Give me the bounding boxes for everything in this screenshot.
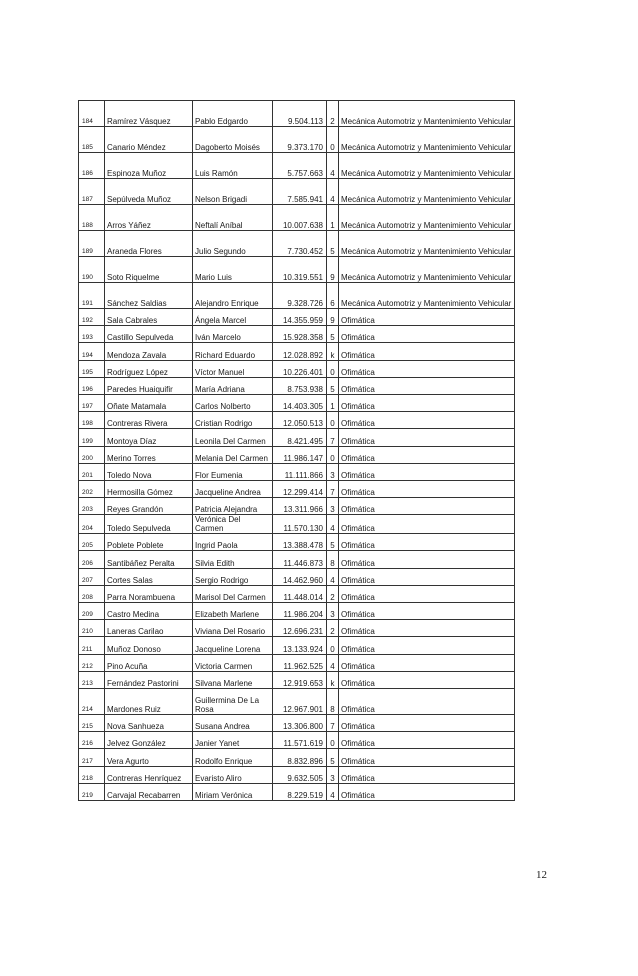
row-number: 192	[79, 309, 105, 326]
surname-cell: Paredes Huaiquifir	[105, 377, 193, 394]
course-cell: Mecánica Automotriz y Mantenimiento Vehicular	[339, 153, 515, 179]
given-name-cell: Patricia Alejandra	[193, 498, 273, 515]
row-number: 215	[79, 714, 105, 731]
rut-cell: 12.696.231	[273, 620, 327, 637]
row-number: 201	[79, 463, 105, 480]
given-name-cell: Susana Andrea	[193, 714, 273, 731]
rut-cell: 9.504.113	[273, 101, 327, 127]
given-name-cell: Flor Eumenia	[193, 463, 273, 480]
surname-cell: Merino Torres	[105, 446, 193, 463]
table-row	[79, 360, 515, 377]
row-number: 191	[79, 283, 105, 309]
table-row	[79, 603, 515, 620]
table-row	[79, 534, 515, 551]
table-row	[79, 515, 515, 534]
course-cell: Ofimática	[339, 714, 515, 731]
check-digit-cell: 5	[327, 326, 339, 343]
given-name-cell: Nelson Brigadi	[193, 179, 273, 205]
row-number: 206	[79, 551, 105, 568]
surname-cell: Ramírez Vásquez	[105, 101, 193, 127]
participants-table	[78, 100, 515, 801]
course-cell: Ofimática	[339, 394, 515, 411]
rut-cell: 13.133.924	[273, 637, 327, 654]
table-row	[79, 343, 515, 360]
table-row	[79, 446, 515, 463]
rut-cell: 7.585.941	[273, 179, 327, 205]
table-row	[79, 394, 515, 411]
course-cell: Ofimática	[339, 309, 515, 326]
check-digit-cell: k	[327, 671, 339, 688]
row-number: 212	[79, 654, 105, 671]
rut-cell: 12.299.414	[273, 480, 327, 497]
surname-cell: Montoya Díaz	[105, 429, 193, 446]
surname-cell: Jelvez González	[105, 732, 193, 749]
rut-cell: 10.007.638	[273, 205, 327, 231]
table-row	[79, 585, 515, 602]
course-cell: Ofimática	[339, 766, 515, 783]
participants-table-body	[79, 101, 515, 801]
table-row	[79, 377, 515, 394]
given-name-cell: Verónica Del Carmen	[193, 515, 273, 534]
row-number: 197	[79, 394, 105, 411]
given-name-cell: Jacqueline Andrea	[193, 480, 273, 497]
table-row	[79, 412, 515, 429]
given-name-cell: Richard Eduardo	[193, 343, 273, 360]
check-digit-cell: 4	[327, 568, 339, 585]
table-row	[79, 101, 515, 127]
table-row	[79, 179, 515, 205]
row-number: 214	[79, 688, 105, 714]
course-cell: Mecánica Automotriz y Mantenimiento Vehicular	[339, 101, 515, 127]
table-row	[79, 766, 515, 783]
rut-cell: 9.632.505	[273, 766, 327, 783]
check-digit-cell: 0	[327, 412, 339, 429]
surname-cell: Arros Yáñez	[105, 205, 193, 231]
table-row	[79, 568, 515, 585]
surname-cell: Pino Acuña	[105, 654, 193, 671]
table-row	[79, 205, 515, 231]
rut-cell: 12.050.513	[273, 412, 327, 429]
course-cell: Ofimática	[339, 732, 515, 749]
check-digit-cell: 4	[327, 515, 339, 534]
course-cell: Ofimática	[339, 534, 515, 551]
surname-cell: Laneras Carilao	[105, 620, 193, 637]
given-name-cell: Marisol Del Carmen	[193, 585, 273, 602]
surname-cell: Hermosilla Gómez	[105, 480, 193, 497]
rut-cell: 9.328.726	[273, 283, 327, 309]
row-number: 216	[79, 732, 105, 749]
surname-cell: Castillo Sepulveda	[105, 326, 193, 343]
surname-cell: Espinoza Muñoz	[105, 153, 193, 179]
surname-cell: Oñate Matamala	[105, 394, 193, 411]
given-name-cell: Alejandro Enrique	[193, 283, 273, 309]
given-name-cell: Pablo Edgardo	[193, 101, 273, 127]
given-name-cell: Evaristo Aliro	[193, 766, 273, 783]
row-number: 188	[79, 205, 105, 231]
rut-cell: 11.448.014	[273, 585, 327, 602]
check-digit-cell: 3	[327, 603, 339, 620]
check-digit-cell: 4	[327, 153, 339, 179]
rut-cell: 11.962.525	[273, 654, 327, 671]
rut-cell: 15.928.358	[273, 326, 327, 343]
table-row	[79, 498, 515, 515]
rut-cell: 11.571.619	[273, 732, 327, 749]
row-number: 211	[79, 637, 105, 654]
course-cell: Ofimática	[339, 568, 515, 585]
surname-cell: Vera Agurto	[105, 749, 193, 766]
surname-cell: Soto Riquelme	[105, 257, 193, 283]
given-name-cell: Silvana Marlene	[193, 671, 273, 688]
surname-cell: Nova Sanhueza	[105, 714, 193, 731]
row-number: 207	[79, 568, 105, 585]
rut-cell: 7.730.452	[273, 231, 327, 257]
check-digit-cell: 1	[327, 394, 339, 411]
given-name-cell: Julio Segundo	[193, 231, 273, 257]
course-cell: Mecánica Automotriz y Mantenimiento Vehicular	[339, 205, 515, 231]
table-row	[79, 783, 515, 800]
row-number: 208	[79, 585, 105, 602]
given-name-cell: Luis Ramón	[193, 153, 273, 179]
check-digit-cell: 0	[327, 446, 339, 463]
surname-cell: Cortes Salas	[105, 568, 193, 585]
course-cell: Ofimática	[339, 412, 515, 429]
rut-cell: 8.229.519	[273, 783, 327, 800]
row-number: 194	[79, 343, 105, 360]
course-cell: Ofimática	[339, 377, 515, 394]
row-number: 200	[79, 446, 105, 463]
check-digit-cell: 6	[327, 283, 339, 309]
table-row	[79, 620, 515, 637]
row-number: 210	[79, 620, 105, 637]
table-row	[79, 257, 515, 283]
rut-cell: 11.111.866	[273, 463, 327, 480]
page-number: 12	[536, 869, 547, 881]
table-row	[79, 153, 515, 179]
check-digit-cell: 2	[327, 101, 339, 127]
course-cell: Mecánica Automotriz y Mantenimiento Vehicular	[339, 127, 515, 153]
check-digit-cell: 8	[327, 688, 339, 714]
check-digit-cell: 2	[327, 620, 339, 637]
table-row	[79, 463, 515, 480]
surname-cell: Santibáñez Peralta	[105, 551, 193, 568]
course-cell: Ofimática	[339, 498, 515, 515]
check-digit-cell: 4	[327, 783, 339, 800]
surname-cell: Carvajal Recabarren	[105, 783, 193, 800]
check-digit-cell: 7	[327, 429, 339, 446]
check-digit-cell: 0	[327, 360, 339, 377]
table-row	[79, 429, 515, 446]
rut-cell: 8.421.495	[273, 429, 327, 446]
course-cell: Ofimática	[339, 480, 515, 497]
table-row	[79, 283, 515, 309]
rut-cell: 13.306.800	[273, 714, 327, 731]
table-row	[79, 326, 515, 343]
table-row	[79, 714, 515, 731]
row-number: 193	[79, 326, 105, 343]
check-digit-cell: 5	[327, 377, 339, 394]
given-name-cell: Dagoberto Moisés	[193, 127, 273, 153]
row-number: 218	[79, 766, 105, 783]
surname-cell: Araneda Flores	[105, 231, 193, 257]
surname-cell: Mardones Ruiz	[105, 688, 193, 714]
table-row	[79, 551, 515, 568]
course-cell: Ofimática	[339, 637, 515, 654]
course-cell: Mecánica Automotriz y Mantenimiento Vehicular	[339, 257, 515, 283]
check-digit-cell: 7	[327, 714, 339, 731]
row-number: 196	[79, 377, 105, 394]
check-digit-cell: 4	[327, 654, 339, 671]
check-digit-cell: 5	[327, 231, 339, 257]
course-cell: Mecánica Automotriz y Mantenimiento Vehicular	[339, 231, 515, 257]
surname-cell: Toledo Nova	[105, 463, 193, 480]
rut-cell: 11.986.147	[273, 446, 327, 463]
given-name-cell: Leonila Del Carmen	[193, 429, 273, 446]
given-name-cell: Viviana Del Rosario	[193, 620, 273, 637]
row-number: 187	[79, 179, 105, 205]
given-name-cell: Víctor Manuel	[193, 360, 273, 377]
surname-cell: Sepúlveda Muñoz	[105, 179, 193, 205]
row-number: 203	[79, 498, 105, 515]
surname-cell: Contreras Henríquez	[105, 766, 193, 783]
check-digit-cell: 9	[327, 309, 339, 326]
row-number: 189	[79, 231, 105, 257]
rut-cell: 9.373.170	[273, 127, 327, 153]
check-digit-cell: 3	[327, 498, 339, 515]
row-number: 213	[79, 671, 105, 688]
given-name-cell: Elizabeth Marlene	[193, 603, 273, 620]
surname-cell: Sala Cabrales	[105, 309, 193, 326]
rut-cell: 13.388.478	[273, 534, 327, 551]
row-number: 186	[79, 153, 105, 179]
row-number: 205	[79, 534, 105, 551]
surname-cell: Toledo Sepulveda	[105, 515, 193, 534]
course-cell: Ofimática	[339, 429, 515, 446]
course-cell: Ofimática	[339, 654, 515, 671]
course-cell: Ofimática	[339, 671, 515, 688]
row-number: 198	[79, 412, 105, 429]
check-digit-cell: 9	[327, 257, 339, 283]
table-row	[79, 637, 515, 654]
table-row	[79, 127, 515, 153]
rut-cell: 12.919.653	[273, 671, 327, 688]
given-name-cell: Janier Yanet	[193, 732, 273, 749]
rut-cell: 10.226.401	[273, 360, 327, 377]
given-name-cell: Melania Del Carmen	[193, 446, 273, 463]
surname-cell: Parra Norambuena	[105, 585, 193, 602]
check-digit-cell: 0	[327, 637, 339, 654]
row-number: 190	[79, 257, 105, 283]
rut-cell: 12.028.892	[273, 343, 327, 360]
check-digit-cell: 5	[327, 749, 339, 766]
rut-cell: 13.311.966	[273, 498, 327, 515]
row-number: 202	[79, 480, 105, 497]
rut-cell: 14.462.960	[273, 568, 327, 585]
row-number: 204	[79, 515, 105, 534]
check-digit-cell: 3	[327, 766, 339, 783]
row-number: 199	[79, 429, 105, 446]
given-name-cell: Silvia Edith	[193, 551, 273, 568]
surname-cell: Mendoza Zavala	[105, 343, 193, 360]
given-name-cell: Victoria Carmen	[193, 654, 273, 671]
check-digit-cell: 1	[327, 205, 339, 231]
given-name-cell: Carlos Nolberto	[193, 394, 273, 411]
rut-cell: 8.753.938	[273, 377, 327, 394]
check-digit-cell: 2	[327, 585, 339, 602]
surname-cell: Rodríguez López	[105, 360, 193, 377]
course-cell: Ofimática	[339, 360, 515, 377]
course-cell: Ofimática	[339, 749, 515, 766]
rut-cell: 8.832.896	[273, 749, 327, 766]
course-cell: Ofimática	[339, 463, 515, 480]
given-name-cell: Cristian Rodrigo	[193, 412, 273, 429]
course-cell: Ofimática	[339, 620, 515, 637]
given-name-cell: Guillermina De La Rosa	[193, 688, 273, 714]
row-number: 184	[79, 101, 105, 127]
rut-cell: 5.757.663	[273, 153, 327, 179]
surname-cell: Castro Medina	[105, 603, 193, 620]
row-number: 185	[79, 127, 105, 153]
table-row	[79, 309, 515, 326]
given-name-cell: Mario Luis	[193, 257, 273, 283]
course-cell: Ofimática	[339, 585, 515, 602]
course-cell: Ofimática	[339, 783, 515, 800]
rut-cell: 14.355.959	[273, 309, 327, 326]
rut-cell: 12.967.901	[273, 688, 327, 714]
check-digit-cell: 7	[327, 480, 339, 497]
check-digit-cell: 5	[327, 534, 339, 551]
given-name-cell: Iván Marcelo	[193, 326, 273, 343]
rut-cell: 10.319.551	[273, 257, 327, 283]
given-name-cell: Jacqueline Lorena	[193, 637, 273, 654]
surname-cell: Reyes Grandón	[105, 498, 193, 515]
surname-cell: Poblete Poblete	[105, 534, 193, 551]
surname-cell: Canario Méndez	[105, 127, 193, 153]
course-cell: Ofimática	[339, 603, 515, 620]
table-row	[79, 749, 515, 766]
table-row	[79, 231, 515, 257]
given-name-cell: Rodolfo Enrique	[193, 749, 273, 766]
given-name-cell: Ángela Marcel	[193, 309, 273, 326]
table-row	[79, 480, 515, 497]
given-name-cell: Miriam Verónica	[193, 783, 273, 800]
row-number: 219	[79, 783, 105, 800]
row-number: 209	[79, 603, 105, 620]
course-cell: Mecánica Automotriz y Mantenimiento Vehicular	[339, 179, 515, 205]
check-digit-cell: k	[327, 343, 339, 360]
course-cell: Ofimática	[339, 688, 515, 714]
rut-cell: 11.570.130	[273, 515, 327, 534]
given-name-cell: Sergio Rodrigo	[193, 568, 273, 585]
row-number: 217	[79, 749, 105, 766]
rut-cell: 14.403.305	[273, 394, 327, 411]
surname-cell: Contreras Rivera	[105, 412, 193, 429]
given-name-cell: Neftalí Aníbal	[193, 205, 273, 231]
check-digit-cell: 0	[327, 127, 339, 153]
rut-cell: 11.986.204	[273, 603, 327, 620]
given-name-cell: Ingrid Paola	[193, 534, 273, 551]
course-cell: Mecánica Automotriz y Mantenimiento Vehicular	[339, 283, 515, 309]
check-digit-cell: 3	[327, 463, 339, 480]
course-cell: Ofimática	[339, 343, 515, 360]
check-digit-cell: 4	[327, 179, 339, 205]
rut-cell: 11.446.873	[273, 551, 327, 568]
surname-cell: Sánchez Saldias	[105, 283, 193, 309]
course-cell: Ofimática	[339, 446, 515, 463]
surname-cell: Fernández Pastorini	[105, 671, 193, 688]
check-digit-cell: 8	[327, 551, 339, 568]
table-row	[79, 732, 515, 749]
table-row	[79, 654, 515, 671]
surname-cell: Muñoz Donoso	[105, 637, 193, 654]
given-name-cell: María Adriana	[193, 377, 273, 394]
table-row	[79, 671, 515, 688]
check-digit-cell: 0	[327, 732, 339, 749]
course-cell: Ofimática	[339, 515, 515, 534]
course-cell: Ofimática	[339, 326, 515, 343]
course-cell: Ofimática	[339, 551, 515, 568]
table-row	[79, 688, 515, 714]
row-number: 195	[79, 360, 105, 377]
